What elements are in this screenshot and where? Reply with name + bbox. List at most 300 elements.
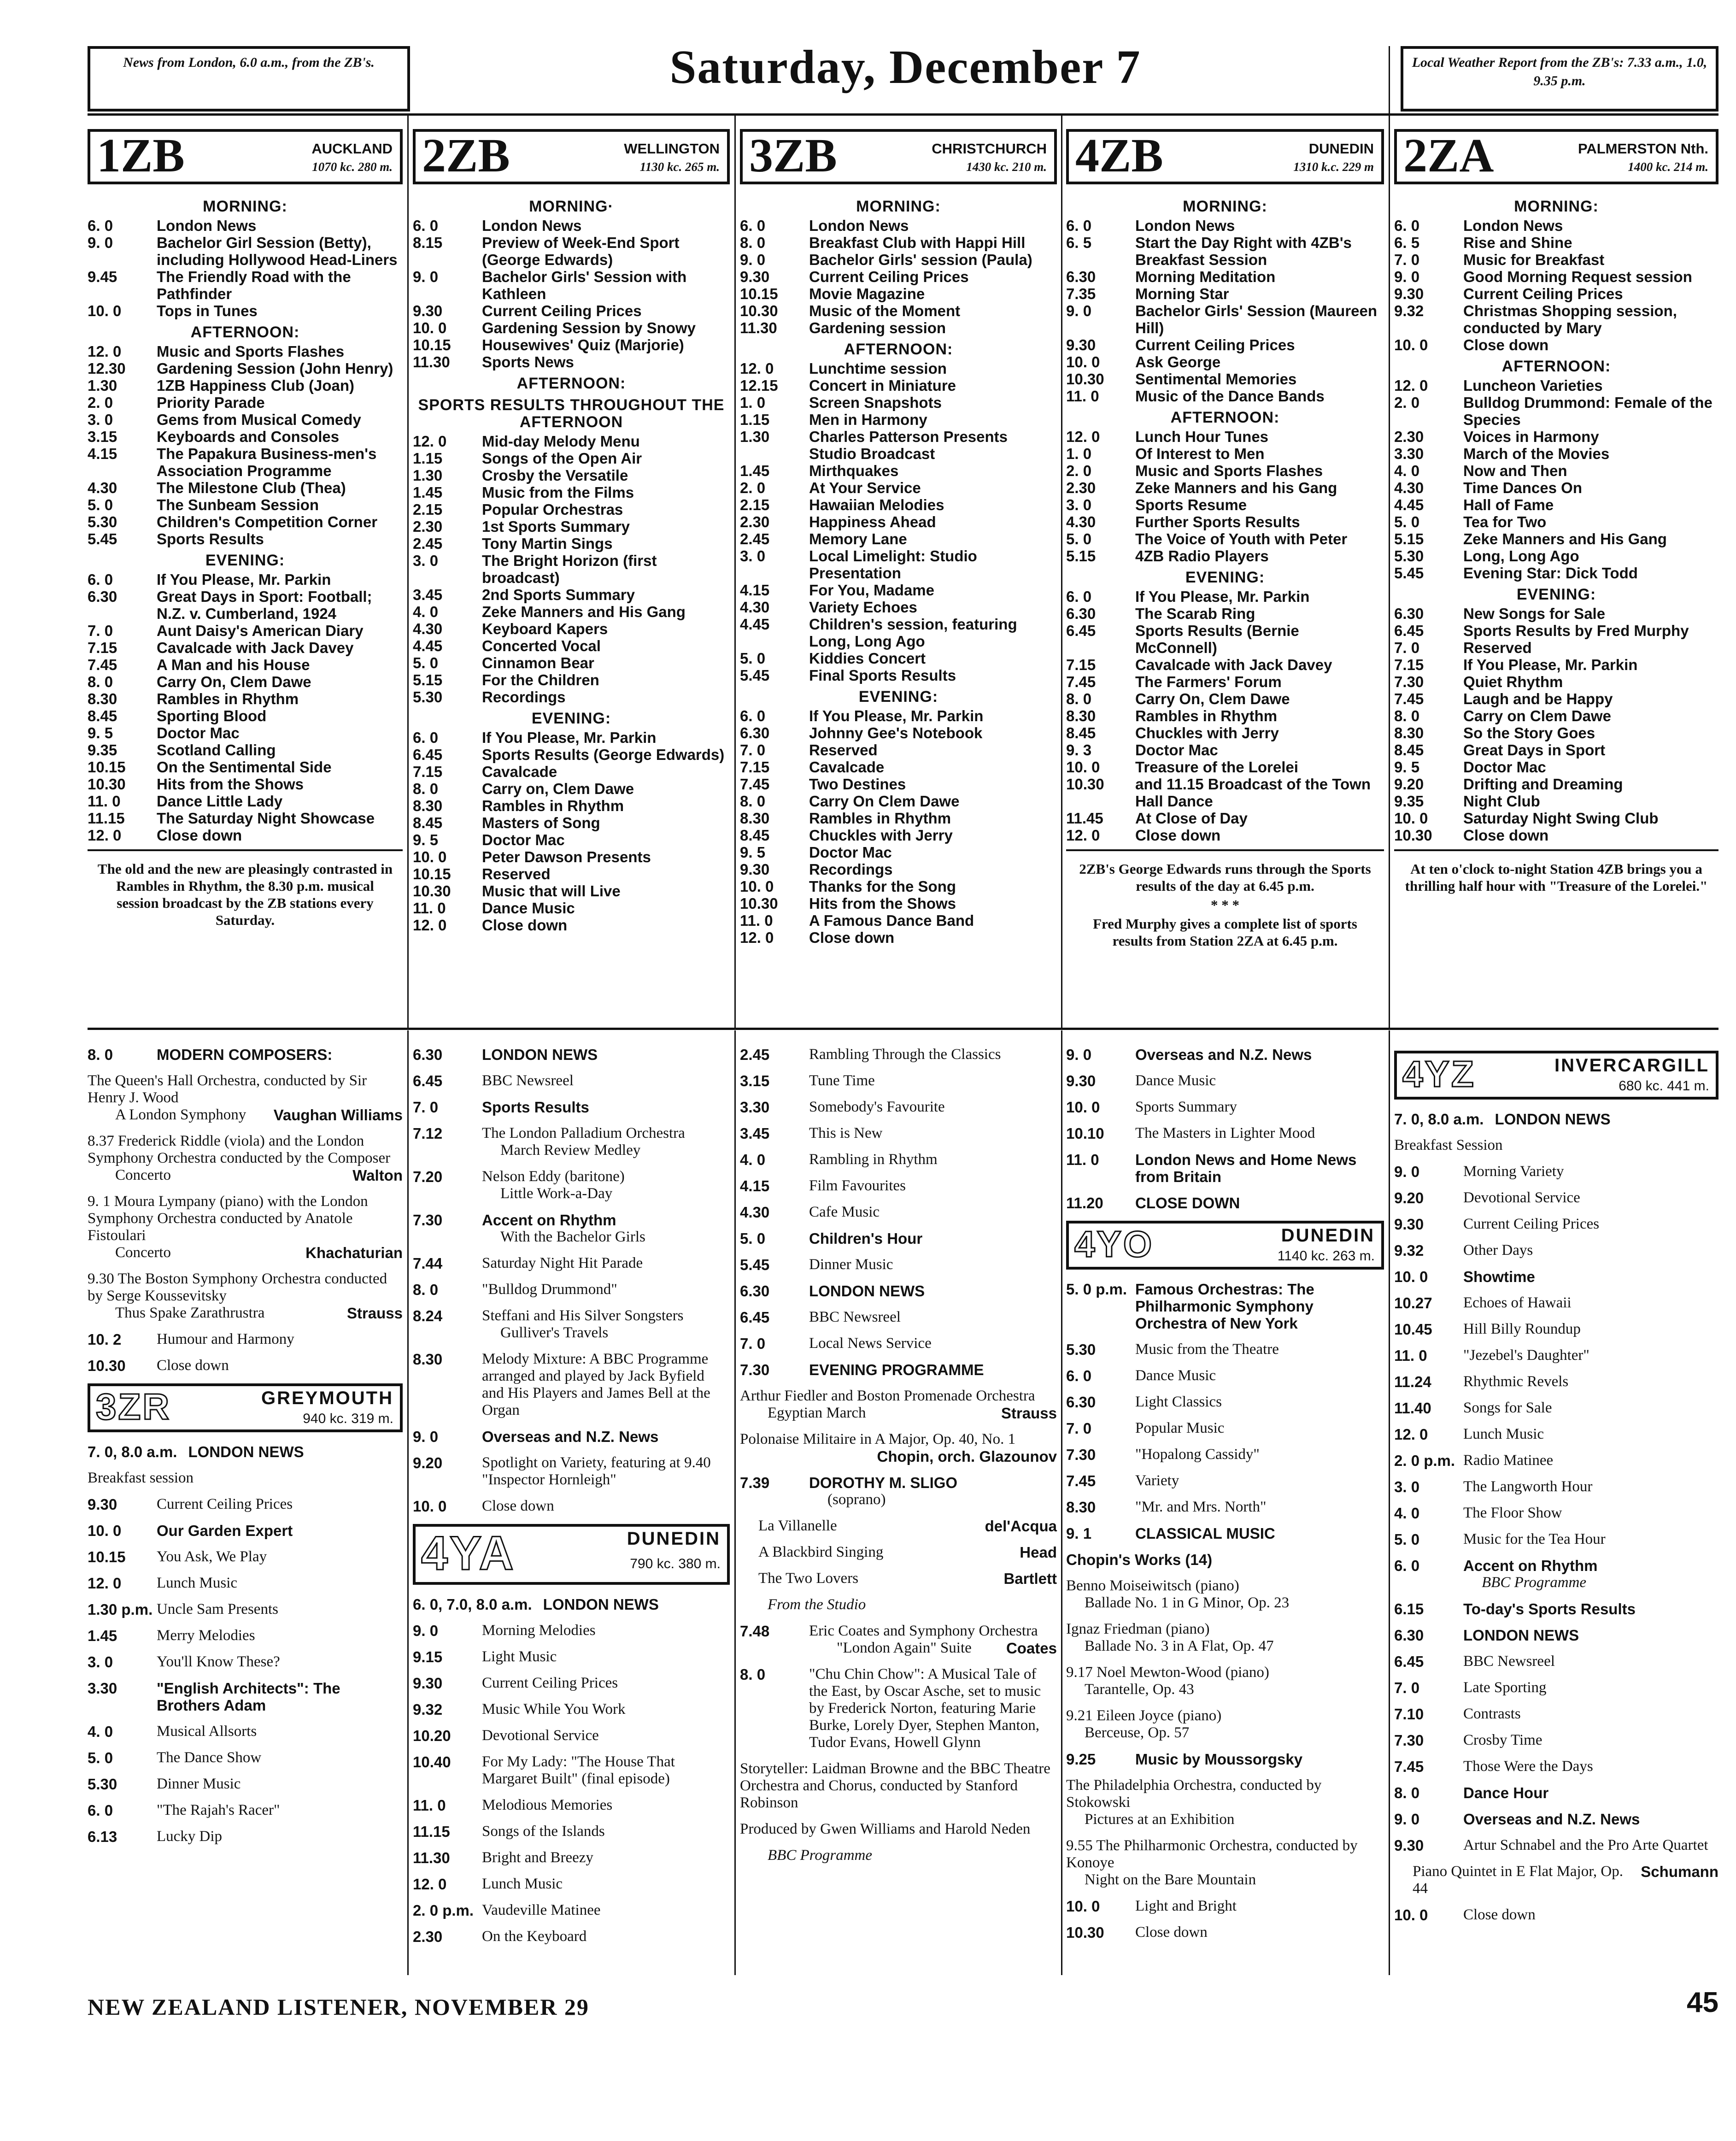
schedule-time: 8.15 [413,234,443,251]
program-item [413,1753,730,1788]
program-title: Overseas and N.Z. News [1463,1811,1640,1828]
program-title: Rambling Through the Classics [809,1046,1001,1063]
program-item [413,1902,730,1919]
schedule-time: 7. 0 [740,741,766,759]
footer-publication: NEW ZEALAND LISTENER, NOVEMBER 29 [88,1994,589,2020]
program-item [88,1133,403,1184]
schedule-time: 8. 0 [1394,707,1420,724]
schedule-item [413,763,730,780]
program-title: Benno Moiseiwitsch (piano) [1066,1577,1239,1594]
program-subtitle: Concerto [115,1244,171,1261]
schedule-item [88,411,403,428]
program-body [1463,1706,1718,1723]
program-item [1066,1837,1384,1888]
schedule-item [88,639,403,656]
schedule-time: 10. 0 [1066,353,1100,371]
schedule-title: Scotland Calling [157,741,276,759]
schedule-item [1394,741,1718,759]
program-item [413,1099,730,1116]
schedule-title: If You Please, Mr. Parkin [1463,656,1638,673]
schedule-time: 2. 0 [1394,394,1420,411]
schedule-time: 7.30 [1394,673,1424,690]
schedule-time: 12. 0 [413,917,447,934]
program-list [1066,1046,1384,1212]
schedule-item [1394,724,1718,741]
schedule-title: Music for Breakfast [1463,251,1605,268]
schedule-title: Rambles in Rhythm [482,797,624,814]
program-time: 12. 0 [1394,1426,1428,1443]
schedule-title: Children's Competition Corner [157,513,378,530]
schedule-title: Close down [1463,827,1549,844]
section-heading: EVENING: [531,710,611,727]
program-time: 10.15 [88,1548,126,1565]
schedule-time: 6. 0 [88,217,113,234]
station-header-4zb [1066,129,1384,184]
program-item [1066,1664,1384,1698]
program-body [482,1753,730,1788]
schedule-time: 10. 0 [740,878,774,895]
schedule-item [88,707,403,724]
schedule-title: Music and Sports Flashes [157,343,345,360]
program-time: 8. 0 [413,1281,439,1298]
schedule-item [1394,547,1718,565]
schedule-title: Recordings [482,688,566,706]
program-item [1394,1373,1718,1390]
program-body [1463,1531,1718,1548]
page-number: 45 [1687,1987,1718,2018]
schedule-item [88,268,403,302]
schedule-item [1066,707,1384,724]
schedule-item [1394,251,1718,268]
schedule-time: 6.30 [1394,605,1424,622]
program-item [88,1802,403,1819]
schedule-time: 7.15 [413,763,443,780]
schedule-item [88,759,403,776]
program-body [809,1623,1057,1657]
schedule-title: Close down [1463,336,1549,353]
program-time: 7. 0 [1066,1420,1092,1437]
schedule-time: 10. 0 [1066,759,1100,776]
schedule-item [740,530,1057,547]
program-item [740,1361,1057,1378]
program-title: The Floor Show [1463,1505,1562,1521]
program-body [1135,1420,1384,1437]
station-column-1zb [88,129,403,938]
schedule-item [1066,776,1384,810]
schedule-title: Sports Results [157,530,264,547]
schedule [413,198,730,934]
schedule-item [740,302,1057,319]
program-body [543,1596,730,1613]
schedule-time: 2.30 [1394,428,1424,445]
program-time: 7.10 [1394,1706,1424,1723]
schedule-time: 4.15 [88,445,117,462]
program-body [157,1627,403,1644]
program-item [88,1601,403,1618]
program-item [413,1823,730,1840]
schedule-time: 8.45 [88,707,117,724]
program-title: 9.30 The Boston Symphony Orchestra conducted by Serge Koussevitsky [88,1270,387,1304]
program-time: 10.30 [1066,1924,1104,1941]
program-title: London News and Home News from Britain [1135,1151,1357,1185]
schedule-title: Doctor Mac [1135,741,1218,759]
station-header-4yz [1394,1051,1718,1100]
program-time: 7. 0, 8.0 a.m. [1394,1111,1484,1128]
schedule-item [1394,377,1718,394]
schedule-time: 6.45 [1066,622,1096,639]
program-time: 7.30 [413,1212,443,1229]
schedule-time: 7.35 [1066,285,1096,302]
program-item [1394,1426,1718,1443]
station-call-sign: 4YZ [1402,1053,1476,1094]
program-body [157,1723,403,1740]
schedule-time: 5.45 [88,530,117,547]
schedule-item [1066,588,1384,605]
program-time: 9. 0 [413,1428,439,1445]
schedule-title: Bachelor Girl Session (Betty), including Hollywood Head-Liners [157,234,398,268]
schedule-title: Men in Harmony [809,411,927,428]
program-time: 4.15 [740,1177,770,1194]
station-frequency: 1310 k.c. 229 m [1293,160,1374,174]
program-item [413,1307,730,1341]
station-call-sign: 1ZB [97,129,185,182]
program-body [1066,1837,1384,1888]
schedule-title: For the Children [482,671,599,688]
program-body [88,1270,403,1322]
program-title: Famous Orchestras: The Philharmonic Symphony Orchestra of New York [1135,1281,1314,1332]
schedule-item [413,654,730,671]
schedule-title: Concert in Miniature [809,377,956,394]
program-body [1463,1505,1718,1522]
schedule-item [1066,827,1384,844]
program-title: Other Days [1463,1242,1533,1259]
program-body [809,1335,1057,1352]
program-item [413,1648,730,1665]
schedule-title: Doctor Mac [157,724,240,741]
schedule-title: Evening Star: Dick Todd [1463,565,1638,582]
program-body [482,1498,730,1515]
program-item [88,1072,403,1123]
schedule-time: 12. 0 [88,343,122,360]
station-frequency: 1070 kc. 280 m. [312,160,393,174]
program-time: 8.30 [413,1351,443,1368]
schedule-time: 5.15 [413,671,443,688]
schedule-title: Lunchtime session [809,360,947,377]
program-title: Echoes of Hawaii [1463,1294,1572,1311]
schedule-title: Charles Patterson Presents Studio Broadcast [809,428,1008,462]
schedule-item [1394,428,1718,445]
section-heading: MORNING: [1183,198,1267,215]
schedule-title: Breakfast Club with Happi Hill [809,234,1026,251]
program-time: 8. 0 [88,1046,113,1063]
station-header-4ya [413,1524,730,1585]
schedule-item [413,620,730,637]
schedule-title: The Bright Horizon (first broadcast) [482,552,657,586]
program-body [482,1849,730,1866]
program-title: Polonaise Militaire in A Major, Op. 40, No. 1 [740,1431,1016,1447]
schedule-item [1394,234,1718,251]
program-time: 3. 0 [88,1653,113,1670]
program-body [188,1443,403,1460]
schedule-item [740,251,1057,268]
composer: del'Acqua [985,1518,1057,1535]
schedule-item [1394,793,1718,810]
schedule-item [1394,445,1718,462]
program-title: LONDON NEWS [188,1443,304,1460]
schedule-title: Zeke Manners and His Gang [1463,530,1667,547]
section-heading: AFTERNOON: [516,375,626,392]
program-title: Ignaz Friedman (piano) [1066,1621,1210,1637]
program-time: 9. 0 [1066,1046,1092,1063]
schedule-time: 5.45 [1394,565,1424,582]
section-heading: SPORTS RESULTS THROUGHOUT THE AFTERNOON [418,396,725,431]
program-item [1394,1321,1718,1338]
schedule-time: 4.30 [740,599,770,616]
program-title: EVENING PROGRAMME [809,1361,984,1378]
program-body [1135,1125,1384,1142]
schedule-time: 10.30 [413,882,451,900]
schedule-time: 6. 0 [1066,217,1092,234]
program-title: Crosby Time [1463,1732,1542,1748]
section-heading: MORNING· [529,198,614,215]
program-body [88,1193,403,1261]
schedule-time: 5.45 [740,667,770,684]
schedule-time: 6. 0 [740,217,766,234]
schedule-time: 9.30 [740,861,770,878]
program-item [1394,1452,1718,1469]
program-title: Breakfast session [88,1470,194,1486]
schedule-item [740,793,1057,810]
program-body [1135,1099,1384,1116]
schedule-title: New Songs for Sale [1463,605,1606,622]
schedule-time: 12. 0 [88,827,122,844]
program-item [413,1046,730,1063]
schedule-title: Memory Lane [809,530,907,547]
program-item [1066,1281,1384,1332]
schedule-time: 10.30 [740,302,778,319]
program-body [482,1622,730,1639]
program-item [413,1876,730,1893]
program-item [1394,1505,1718,1522]
program-time: 4. 0 [1394,1505,1420,1522]
schedule-title: For You, Madame [809,582,934,599]
schedule [740,198,1057,946]
schedule-time: 12.30 [88,360,126,377]
program-item [1394,1600,1718,1618]
schedule-title: Lunch Hour Tunes [1135,428,1269,445]
schedule-title: Great Days in Sport: Football; N.Z. v. Cumberland, 1924 [157,588,372,622]
schedule-title: Cavalcade [482,763,557,780]
schedule-time: 9. 5 [88,724,113,741]
program-body [157,1548,403,1565]
program-item [1066,1621,1384,1655]
program-title: Spotlight on Variety, featuring at 9.40 "Inspector Hornleigh" [482,1454,711,1488]
schedule-time: 4. 0 [413,603,439,620]
program-body [88,1072,403,1123]
program-title: "Jezebel's Daughter" [1463,1347,1589,1364]
schedule-time: 8. 0 [413,780,439,797]
schedule-item [740,599,1057,616]
schedule-time: 2. 0 [740,479,766,496]
schedule-item [413,518,730,535]
program-time: 6. 0 [1394,1557,1420,1574]
program-body [482,1648,730,1665]
program-item [413,1072,730,1089]
program-title: Current Ceiling Prices [157,1496,293,1512]
program-body [157,1653,403,1670]
schedule-title: The Farmers' Forum [1135,673,1282,690]
program-title: To-day's Sports Results [1463,1600,1636,1618]
schedule-item [1066,234,1384,268]
schedule-time: 9. 5 [740,844,766,861]
schedule-item [740,217,1057,234]
schedule-item [413,433,730,450]
schedule-item [413,603,730,620]
program-item [1394,1653,1718,1670]
program-item [740,1309,1057,1326]
schedule-title: Cavalcade with Jack Davey [157,639,354,656]
program-title: Devotional Service [482,1727,599,1744]
schedule-item [740,707,1057,724]
program-body [482,1454,730,1488]
composer: Head [1020,1544,1057,1561]
program-title: 9. 1 Moura Lympany (piano) with the London Symphony Orchestra conducted by Anatole Fistoulari [88,1193,368,1244]
program-item [88,1522,403,1539]
program-item [1394,1758,1718,1775]
schedule-title: At Your Service [809,479,921,496]
program-item [88,1046,403,1063]
schedule-item [413,671,730,688]
schedule-title: Music from the Films [482,484,634,501]
schedule-item [1394,268,1718,285]
program-item [1394,1627,1718,1644]
program-item [740,1821,1057,1838]
program-time: 6.45 [1394,1653,1424,1670]
schedule-title: Carry On, Clem Dawe [1135,690,1290,707]
program-time: 6.30 [740,1282,770,1300]
program-body [1135,1341,1384,1358]
program-title: Hill Billy Roundup [1463,1321,1581,1337]
program-body [482,1125,730,1159]
station-city: DUNEDIN [1281,1225,1375,1246]
schedule-time: 8. 0 [740,234,766,251]
program-body [1463,1600,1718,1618]
program-body [482,1351,730,1419]
program-time: 9.30 [88,1496,117,1513]
program-item [413,1255,730,1272]
program-item [740,1177,1057,1194]
program-body [1463,1679,1718,1696]
program-time: 7.12 [413,1125,443,1142]
schedule-title: Johnny Gee's Notebook [809,724,983,741]
schedule-item [740,547,1057,582]
program-title: Musical Allsorts [157,1723,257,1740]
schedule-title: Zeke Manners and his Gang [1135,479,1337,496]
station-note: The old and the new are pleasingly contrasted in Rambles in Rhythm, the 8.30 p.m. musical session broadcast by the ZB stations every Saturday. [97,861,393,928]
schedule-time: 9. 5 [1394,759,1420,776]
program-body [482,1046,730,1063]
program-item [740,1335,1057,1352]
program-time: 7.30 [1394,1732,1424,1749]
schedule-item [413,882,730,900]
schedule-title: London News [482,217,582,234]
schedule-title: Sports Results by Fred Murphy [1463,622,1689,639]
program-item [88,1470,403,1487]
program-title: Music for the Tea Hour [1463,1531,1606,1547]
schedule-title: Close down [157,827,242,844]
program-item [88,1776,403,1793]
program-body [157,1749,403,1766]
station-frequency: 1130 kc. 265 m. [639,160,720,174]
schedule-item [413,234,730,268]
schedule-item [740,827,1057,844]
schedule-title: Chuckles with Jerry [1135,724,1279,741]
program-subtitle: Thus Spake Zarathrustra [115,1305,265,1321]
program-time: 9.30 [413,1675,443,1692]
program-item [413,1498,730,1515]
program-body [1463,1732,1718,1749]
col-divider [734,1030,736,1975]
schedule-time: 1.15 [740,411,770,428]
program-body [157,1522,403,1539]
program-body [1135,1394,1384,1411]
program-item [1394,1706,1718,1723]
schedule-title: Laugh and be Happy [1463,690,1613,707]
schedule-time: 4.45 [1394,496,1424,513]
program-item [1394,1732,1718,1749]
program-time: 9. 0 [413,1622,439,1639]
program-item [1066,1924,1384,1941]
schedule-item [88,622,403,639]
schedule-title: Morning Meditation [1135,268,1276,285]
schedule-title: The Friendly Road with the Pathfinder [157,268,351,302]
program-time: 8.24 [413,1307,443,1324]
schedule-time: 8.45 [740,827,770,844]
station-city: INVERCARGILL [1554,1055,1709,1076]
program-body [482,1428,730,1445]
program-title: Morning Melodies [482,1622,596,1639]
schedule-item [740,650,1057,667]
schedule-title: Tony Martin Sings [482,535,613,552]
schedule-item [1394,776,1718,793]
schedule-item [740,428,1057,462]
schedule-title: 1ZB Happiness Club (Joan) [157,377,355,394]
program-item [413,1849,730,1866]
schedule-item [1066,741,1384,759]
program-title: Close down [157,1357,229,1374]
program-title: Melody Mixture: A BBC Programme arranged and played by Jack Byfield and His Players and James Bell at the Organ [482,1351,710,1418]
schedule-title: Gardening session [809,319,946,336]
schedule-item [88,810,403,827]
program-item [1066,1525,1384,1542]
schedule-time: 10. 0 [1394,336,1428,353]
schedule-item [413,797,730,814]
bottom-column-1 [88,1046,403,1854]
program-time: 7. 0 [1394,1679,1420,1696]
station-call-sign: 2ZA [1403,129,1494,182]
schedule-time: 10.30 [740,895,778,912]
program-time: 10. 0 [1394,1268,1428,1285]
program-body [809,1282,1057,1300]
composer: Khachaturian [305,1244,403,1261]
schedule-time: 6.30 [1066,268,1096,285]
schedule-title: Music that will Live [482,882,621,900]
program-body [809,1072,1057,1089]
program-item [740,1256,1057,1273]
station-city: DUNEDIN [1308,141,1374,157]
program-body [1463,1653,1718,1670]
program-item [740,1570,1057,1587]
